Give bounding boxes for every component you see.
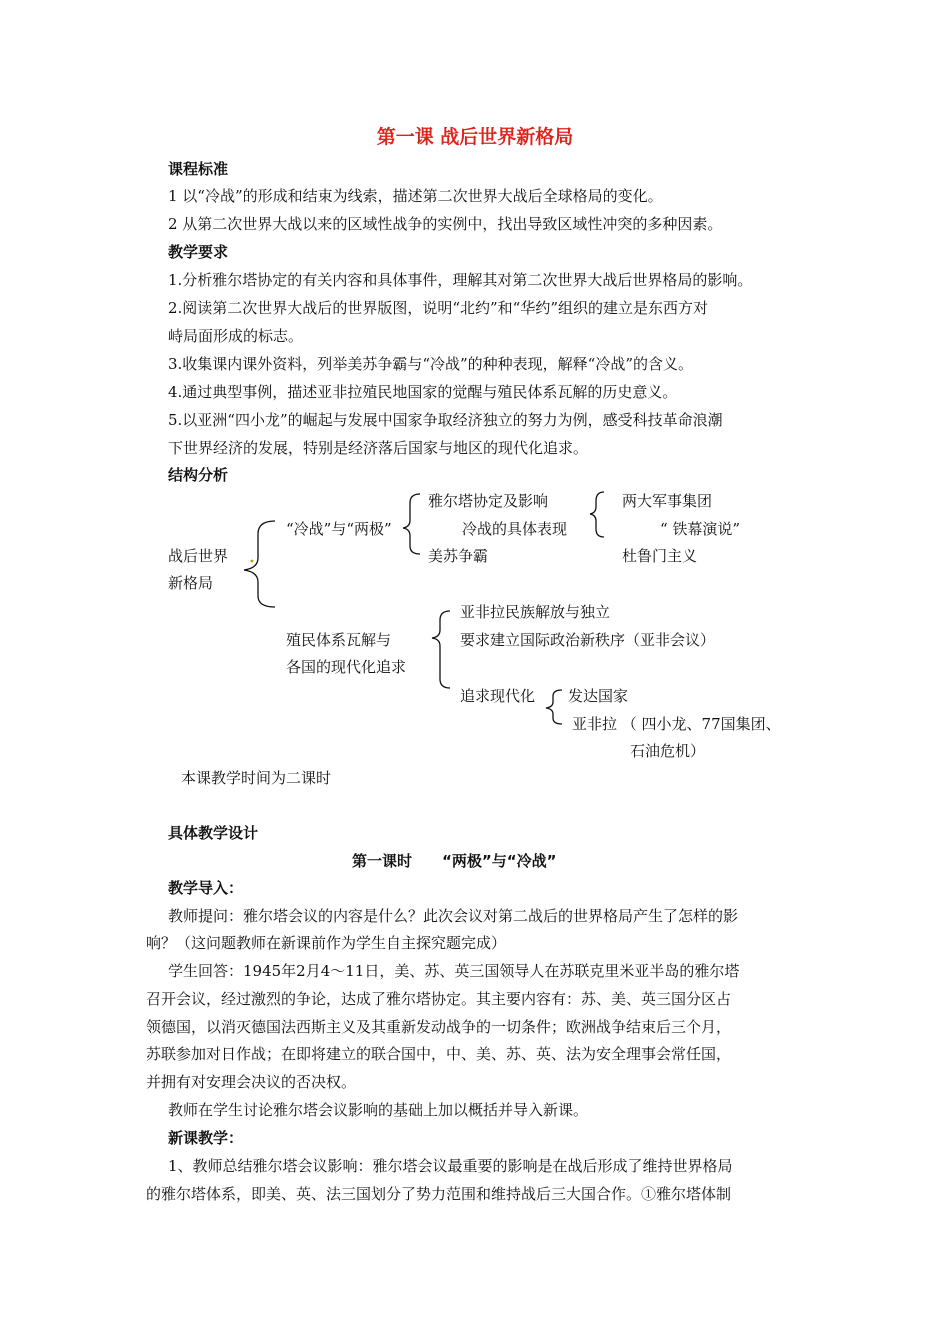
branch2-label-line-1: 殖民体系瓦解与 (286, 631, 392, 649)
intro-heading: 教学导入： (168, 879, 244, 897)
cold-war-brace (590, 492, 604, 537)
cold-war-sub-1: 两大军事集团 (622, 492, 713, 510)
root-label-line-2: 新格局 (168, 574, 214, 592)
intro-line-6: 苏联参加对日作战；在即将建立的联合国中，中、美、苏、英、法为安全理事会常任国， (146, 1045, 732, 1063)
new-heading: 新课教学： (168, 1129, 244, 1147)
requirement-line-5: 4.通过典型事例，描述亚非拉殖民地国家的觉醒与殖民体系瓦解的历史意义。 (168, 383, 678, 401)
standards-heading: 课程标准 (168, 160, 229, 178)
modernization-sub-1: 发达国家 (568, 687, 629, 705)
root-brace (244, 521, 275, 607)
requirement-line-3: 峙局面形成的标志。 (168, 327, 304, 345)
cold-war-sub-2: “ 铁幕演说” (660, 520, 741, 538)
standard-line-1: 1 以“冷战”的形成和结束为线索，描述第二次世界大战后全球格局的变化。 (168, 187, 663, 205)
lesson-title: 第一课时 “两极”与“冷战” (352, 852, 557, 870)
branch2-brace (432, 611, 450, 688)
intro-line-7: 并拥有对安理会决议的否决权。 (146, 1073, 357, 1091)
requirement-line-1: 1.分析雅尔塔协定的有关内容和具体事件，理解其对第二次世界大战后世界格局的影响。 (168, 271, 753, 289)
intro-line-5: 领德国，以消灭德国法西斯主义及其重新发动战争的一切条件；欧洲战争结束后三个月， (146, 1018, 732, 1036)
branch2-item-modernization: 追求现代化 (460, 687, 536, 705)
cold-war-sub-3: 杜鲁门主义 (622, 547, 698, 565)
branch1-item-cold-war: 冷战的具体表现 (462, 520, 568, 538)
requirements-heading: 教学要求 (168, 243, 229, 261)
intro-line-8: 教师在学生讨论雅尔塔会议影响的基础上加以概括并导入新课。 (153, 1101, 589, 1119)
new-line-2: 的雅尔塔体系，即美、英、法三国划分了势力范围和维持战后三大国合作。①雅尔塔体制 (146, 1185, 732, 1203)
branch2-item-new-order: 要求建立国际政治新秩序（亚非会议） (460, 631, 716, 649)
requirement-line-7: 下世界经济的发展，特别是经济落后国家与地区的现代化追求。 (168, 439, 589, 457)
root-label-line-1: 战后世界 (168, 547, 229, 565)
page-title: 第一课 战后世界新格局 (376, 126, 574, 148)
requirement-line-2: 2.阅读第二次世界大战后的世界版图，说明“北约”和“华约”组织的建立是东西方对 (168, 299, 708, 317)
standard-line-2: 2 从第二次世界大战以来的区域性战争的实例中，找出导致区域性冲突的多种因素。 (168, 215, 723, 233)
requirement-line-4: 3.收集课内课外资料，列举美苏争霸与“冷战”的种种表现，解释“冷战”的含义。 (168, 355, 693, 373)
branch1-item-rivalry: 美苏争霸 (428, 547, 489, 565)
structure-heading: 结构分析 (168, 466, 229, 484)
branch2-label-line-2: 各国的现代化追求 (286, 658, 407, 676)
design-heading: 具体教学设计 (168, 824, 259, 842)
modernization-sub-3: 石油危机） (630, 742, 706, 760)
branch1-item-yalta: 雅尔塔协定及影响 (428, 492, 549, 510)
intro-line-2: 响？（这问题教师在新课前作为学生自主探究题完成） (146, 934, 507, 952)
modernization-brace (546, 690, 562, 724)
intro-line-3: 学生回答：1945年2月4～11日，美、苏、英三国领导人在苏联克里米亚半岛的雅尔塔 (153, 962, 740, 980)
modernization-sub-2: 亚非拉 （ 四小龙、77国集团、 (572, 715, 781, 733)
branch1-brace (403, 494, 420, 554)
new-line-1: 1、教师总结雅尔塔会议影响：雅尔塔会议最重要的影响是在战后形成了维持世界格局 (153, 1157, 733, 1175)
branch2-item-liberation: 亚非拉民族解放与独立 (460, 603, 611, 621)
branch1-label: “冷战”与“两极” (286, 520, 392, 538)
intro-line-1: 教师提问：雅尔塔会议的内容是什么？此次会议对第二战后的世界格局产生了怎样的影 (153, 907, 739, 925)
requirement-line-6: 5.以亚洲“四小龙”的崛起与发展中国家争取经济独立的努力为例，感受科技革命浪潮 (168, 411, 723, 429)
time-note: 本课教学时间为二课时 (181, 769, 332, 787)
intro-line-4: 召开会议，经过激烈的争论，达成了雅尔塔协定。其主要内容有：苏、美、英三国分区占 (146, 990, 732, 1008)
